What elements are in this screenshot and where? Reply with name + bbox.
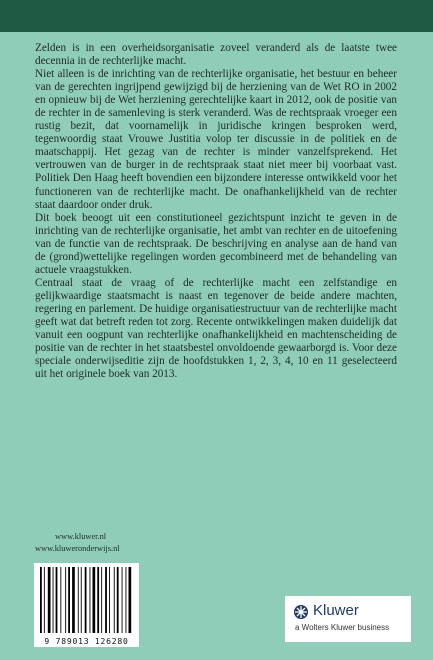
publisher-tagline: a Wolters Kluwer business — [295, 623, 390, 632]
url-kluwer[interactable]: www.kluwer.nl — [55, 532, 107, 541]
paragraph-3: Dit boek beoogt uit een constitutioneel gezichtspunt inzicht te geven in de inrichting van de rechterlijke organisatie, het ambt van rechter en de uitoefening van de functie van de rechtspraak. De beschrijving en analyse aan de hand van de (grond)wettelijke regelingen worden gecombineerd met de behandeling van actuele vraagstukken. — [35, 211, 397, 276]
barcode-number: 9 789013 126280 — [34, 637, 139, 646]
publisher-name: Kluwer — [313, 602, 359, 619]
top-color-band — [0, 0, 433, 32]
paragraph-1: Zelden is in een overheidsorganisatie zoveel veranderd als de laatste twee decennia in de rechterlijke macht. — [35, 42, 397, 68]
back-cover-text — [35, 42, 397, 381]
publisher-logo — [285, 596, 411, 642]
kluwer-logo-icon — [293, 604, 309, 620]
isbn-barcode — [34, 563, 139, 647]
publisher-urls — [35, 531, 120, 555]
barcode-bars — [34, 563, 139, 637]
paragraph-2: Niet alleen is de inrichting van de rechterlijke organisatie, het bestuur en beheer van de gerechten ingrijpend gewijzigd bij de herziening van de Wet RO in 2002 en opnieuw bij de Wet herziening gerechtelijke kaart in 2012, ook de positie van de rechter in de samenleving is sterk veranderd. Was de rechtspraak vroeger een rustig bezit, dat voornamelijk in juridische kringen besproken werd, tegenwoordig staat Vrouwe Justitia volop ter discussie in de politiek en de maatschappij. Het gezag van de rechter is minder vanzelfsprekend. Het vertrouwen van de burger in de rechtspraak staat niet meer bij voorbaat vast. Politiek Den Haag heeft bovendien een bijzondere interesse ontwikkeld voor het functioneren van de rechterlijke macht. De onafhankelijkheid van de rechter staat daardoor onder druk. — [35, 68, 397, 211]
url-kluweronderwijs[interactable]: www.kluweronderwijs.nl — [35, 544, 120, 553]
paragraph-4: Centraal staat de vraag of de rechterlijke macht een zelfstandige en gelijkwaardige staatsmacht is naast en tegenover de beide andere machten, regering en parlement. De huidige organisatiestructuur van de rechterlijke macht geeft wat dat betreft reden tot zorg. Recente ontwikkelingen maken duidelijk dat vanuit een oogpunt van rechterlijke onafhankelijkheid en machtenscheiding de positie van de rechter in het staatsbestel onvoldoende gewaarborgd is. Voor deze speciale onderwijseditie zijn de hoofdstukken 1, 2, 3, 4, 10 en 11 geselecteerd uit het originele boek van 2013. — [35, 276, 397, 381]
